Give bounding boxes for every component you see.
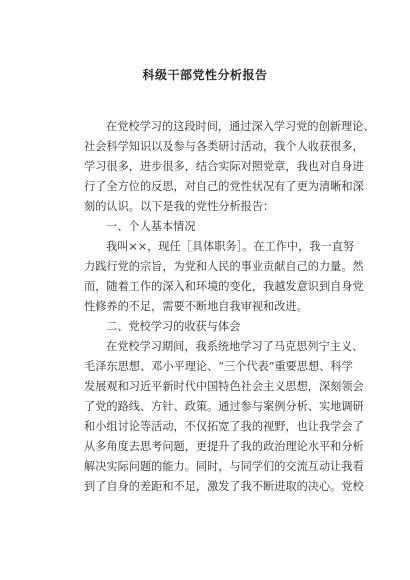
body-line: 了党的路线、方针、政策。通过参与案例分析、实地调研: [84, 400, 364, 413]
body-line: 一、个人基本情况: [106, 220, 196, 233]
document-title: 科级干部党性分析报告: [142, 68, 268, 82]
document-body: [84, 117, 375, 497]
body-line: 二、党校学习的收获与体会: [106, 320, 241, 333]
body-line: 在党校学习期间，我系统地学习了马克思列宁主义、: [106, 340, 364, 353]
body-line: 性修养的不足，需要不断地自我审视和改进。: [84, 300, 308, 313]
body-line: 社会科学知识以及参与各类研讨活动，我个人收获很多，: [84, 140, 364, 153]
body-line: 到了自身的差距和不足，激发了我不断进取的决心。党校: [84, 480, 364, 493]
body-line: 毛泽东思想、邓小平理论、“三个代表”重要思想、科学: [84, 360, 353, 373]
body-line: 力践行党的宗旨，为党和人民的事业贡献自己的力量。然: [84, 260, 364, 273]
body-line: 而，随着工作的深入和环境的变化，我越发意识到自身党: [84, 280, 364, 293]
body-line: 发展观和习近平新时代中国特色社会主义思想，深刻领会: [84, 380, 364, 393]
body-line: 刻的认识。以下是我的党性分析报告：: [84, 200, 275, 213]
body-line: 行了全方位的反思，对自己的党性状况有了更为清晰和深: [84, 180, 364, 193]
body-line: 学习很多，进步很多，结合实际对照党章，我也对自身进: [84, 160, 364, 173]
body-line: 在党校学习的这段时间，通过深入学习党的创新理论、: [106, 120, 375, 133]
body-line: 和小组讨论等活动，不仅拓宽了我的视野，也让我学会了: [84, 420, 364, 433]
body-line: 从多角度去思考问题，更提升了我的政治理论水平和分析: [84, 440, 364, 453]
body-line: 解决实际问题的能力。同时，与同学们的交流互动让我看: [84, 460, 364, 473]
body-line: 我叫××，现任［具体职务］。在工作中，我一直努: [106, 240, 355, 253]
